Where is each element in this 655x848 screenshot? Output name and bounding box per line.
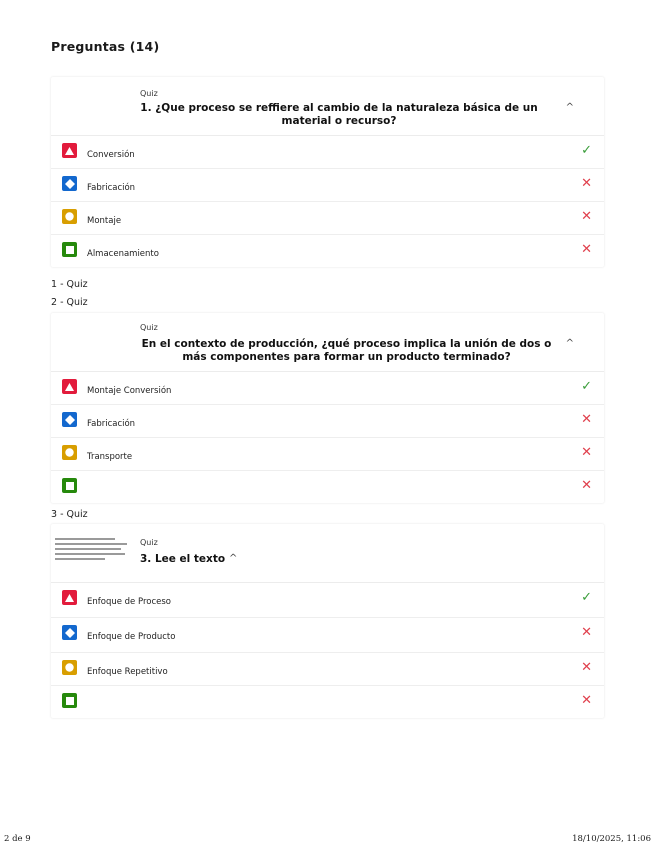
answer-option bbox=[51, 235, 604, 267]
check-icon: ✓ bbox=[581, 143, 592, 158]
cross-icon: ✕ bbox=[581, 445, 592, 460]
chevron-up-icon[interactable]: ^ bbox=[565, 338, 574, 349]
answer-option bbox=[51, 202, 604, 235]
question-type-label: Quiz bbox=[140, 323, 158, 332]
section-label: 2 - Quiz bbox=[51, 297, 88, 308]
answer-option bbox=[51, 405, 604, 438]
answer-option bbox=[51, 686, 604, 718]
question-image-thumbnail bbox=[55, 538, 127, 568]
circle-icon bbox=[62, 209, 77, 224]
answer-option bbox=[51, 372, 604, 405]
page-number: 2 de 9 bbox=[4, 834, 31, 844]
cross-icon: ✕ bbox=[581, 693, 592, 708]
answer-label: Almacenamiento bbox=[87, 249, 159, 259]
question-card-3 bbox=[51, 524, 604, 718]
answer-label: Enfoque de Producto bbox=[87, 632, 176, 642]
check-icon: ✓ bbox=[581, 590, 592, 605]
answer-label: Montaje bbox=[87, 216, 122, 226]
question-header[interactable] bbox=[51, 313, 604, 372]
question-text: 1. ¿Que proceso se reffiere al cambio de la naturaleza básica de un material o recurso? bbox=[140, 102, 538, 127]
check-icon: ✓ bbox=[581, 379, 592, 394]
question-header[interactable] bbox=[51, 524, 604, 583]
answer-option bbox=[51, 653, 604, 686]
cross-icon: ✕ bbox=[581, 660, 592, 675]
answer-list bbox=[51, 136, 604, 267]
square-icon bbox=[62, 478, 77, 493]
answer-option bbox=[51, 583, 604, 618]
question-text: 3. Lee el texto bbox=[140, 553, 226, 565]
diamond-icon bbox=[62, 625, 77, 640]
answer-label: Enfoque Repetitivo bbox=[87, 667, 168, 677]
answer-option bbox=[51, 136, 604, 169]
square-icon bbox=[62, 693, 77, 708]
chevron-up-icon[interactable]: ^ bbox=[565, 102, 574, 113]
cross-icon: ✕ bbox=[581, 176, 592, 191]
question-text: En el contexto de producción, ¿qué proceso implica la unión de dos o más componentes para formar un producto terminado? bbox=[141, 338, 552, 363]
print-timestamp: 18/10/2025, 11:06 bbox=[572, 834, 651, 844]
triangle-icon bbox=[62, 590, 77, 605]
answer-label: Enfoque de Proceso bbox=[87, 597, 172, 607]
circle-icon bbox=[62, 445, 77, 460]
question-header[interactable] bbox=[51, 77, 604, 136]
cross-icon: ✕ bbox=[581, 209, 592, 224]
question-card-2 bbox=[51, 313, 604, 503]
answer-option bbox=[51, 471, 604, 503]
diamond-icon bbox=[62, 176, 77, 191]
chevron-up-icon[interactable]: ^ bbox=[229, 553, 238, 564]
section-label: 1 - Quiz bbox=[51, 279, 88, 290]
answer-label: Transporte bbox=[87, 452, 133, 462]
answer-list bbox=[51, 583, 604, 718]
answer-list bbox=[51, 372, 604, 503]
section-label: 3 - Quiz bbox=[51, 509, 88, 520]
answer-option bbox=[51, 438, 604, 471]
question-type-label: Quiz bbox=[140, 538, 158, 547]
question-card-1 bbox=[51, 77, 604, 267]
cross-icon: ✕ bbox=[581, 625, 592, 640]
cross-icon: ✕ bbox=[581, 412, 592, 427]
answer-label: Fabricación bbox=[87, 419, 136, 429]
page-title: Preguntas (14) bbox=[51, 39, 160, 54]
triangle-icon bbox=[62, 379, 77, 394]
square-icon bbox=[62, 242, 77, 257]
answer-label: Montaje Conversión bbox=[87, 386, 172, 396]
cross-icon: ✕ bbox=[581, 242, 592, 257]
diamond-icon bbox=[62, 412, 77, 427]
cross-icon: ✕ bbox=[581, 478, 592, 493]
triangle-icon bbox=[62, 143, 77, 158]
answer-option bbox=[51, 169, 604, 202]
circle-icon bbox=[62, 660, 77, 675]
answer-label: Fabricación bbox=[87, 183, 136, 193]
answer-option bbox=[51, 618, 604, 653]
answer-label: Conversión bbox=[87, 150, 135, 160]
question-type-label: Quiz bbox=[140, 89, 158, 98]
